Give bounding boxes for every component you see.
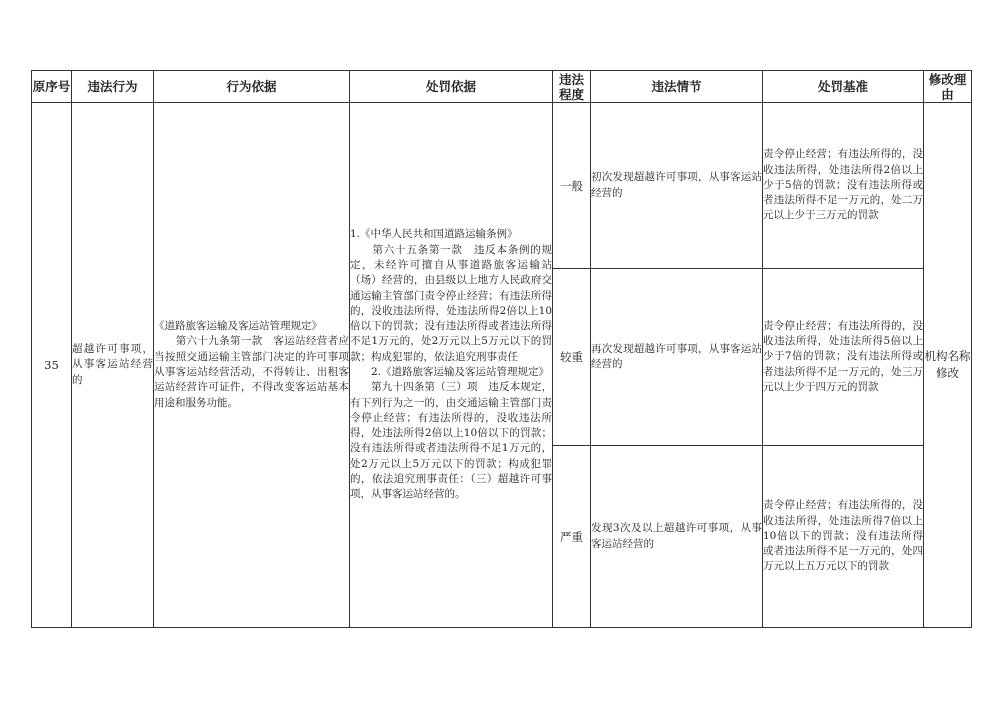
header-degree: 违法程度 bbox=[553, 71, 591, 103]
cell-circumstance-serious: 再次发现超越许可事项，从事客运站经营的 bbox=[591, 269, 763, 446]
cell-penalty-basis: 1.《中华人民共和国道路运输条例》 第六十五条第一款 违反本条例的规定，未经许可擅自从事道路旅客运输站（场）经营的，由县级以上地方人民政府交通运输主管部门责令停止经营；有违法所得的，没收违法所得，处违法所得2倍以上10倍以下的罚款；没有违法所得或者违法所得不足1万元的，处2万元以上5万元以下的罚款；构成犯罪的，依法追究刑事责任 2.《道路旅客运输及客运站管理规定》 第九十四条第（三）项 违反本规定，有下列行为之一的，由交通运输主管部门责令停止经营；有违法所得的，没收违法所得，处违法所得2倍以上10倍以下的罚款；没有违法所得或者违法所得不足1万元的，处2万元以上5万元以下的罚款；构成犯罪的，依法追究刑事责任：（三）超越许可事项，从事客运站经营的。 bbox=[350, 103, 553, 628]
cell-reason: 机构名称修改 bbox=[924, 103, 972, 628]
header-circumstance: 违法情节 bbox=[591, 71, 763, 103]
cell-standard-severe: 责令停止经营；有违法所得的，没收违法所得，处违法所得7倍以上10倍以下的罚款；没有违法所得或者违法所得不足一万元的，处四万元以上五万元以下的罚款 bbox=[763, 446, 924, 628]
header-penalty-basis: 处罚依据 bbox=[350, 71, 553, 103]
cell-standard-serious: 责令停止经营；有违法所得的，没收违法所得，处违法所得5倍以上少于7倍的罚款；没有违法所得或者违法所得不足一万元的，处三万元以上少于四万元的罚款 bbox=[763, 269, 924, 446]
cell-degree-serious: 较重 bbox=[553, 269, 591, 446]
cell-degree-general: 一般 bbox=[553, 103, 591, 269]
header-row bbox=[32, 71, 972, 103]
table-row bbox=[32, 103, 972, 269]
cell-degree-severe: 严重 bbox=[553, 446, 591, 628]
cell-circumstance-severe: 发现3次及以上超越许可事项，从事客运站经营的 bbox=[591, 446, 763, 628]
penalty-table bbox=[31, 70, 972, 628]
cell-circumstance-general: 初次发现超越许可事项，从事客运站经营的 bbox=[591, 103, 763, 269]
cell-behavior: 超越许可事项，从事客运站经营的 bbox=[72, 103, 154, 628]
header-basis: 行为依据 bbox=[154, 71, 350, 103]
header-seq: 原序号 bbox=[32, 71, 72, 103]
header-behavior: 违法行为 bbox=[72, 71, 154, 103]
header-reason: 修改理由 bbox=[924, 71, 972, 103]
cell-seq: 35 bbox=[32, 103, 72, 628]
cell-standard-general: 责令停止经营；有违法所得的，没收违法所得，处违法所得2倍以上少于5倍的罚款；没有违法所得或者违法所得不足一万元的，处二万元以上少于三万元的罚款 bbox=[763, 103, 924, 269]
header-standard: 处罚基准 bbox=[763, 71, 924, 103]
cell-basis: 《道路旅客运输及客运站管理规定》 第六十九条第一款 客运站经营者应当按照交通运输主管部门决定的许可事项从事客运站经营活动，不得转让、出租客运站经营许可证件，不得改变客运站基本用途和服务功能。 bbox=[154, 103, 350, 628]
